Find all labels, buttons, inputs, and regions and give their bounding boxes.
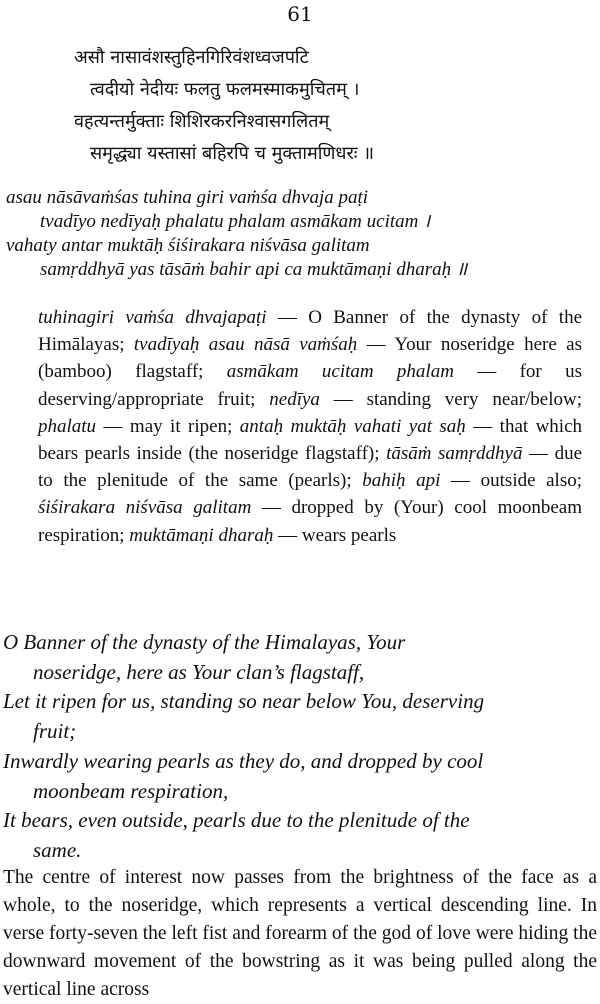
gloss-term: bahiḥ api (362, 470, 441, 492)
sanskrit-line: असौ नासावंशस्तुहिनगिरिवंशध्वजपटि (74, 47, 309, 68)
translation-line: moonbeam respiration, (33, 778, 229, 803)
sanskrit-line: वहत्यन्तर्मुक्ताः शिशिरकरनिश्वासगलितम् (74, 111, 330, 132)
gloss-meaning: for us deserving/appropriate fruit; (38, 361, 582, 410)
gloss-term: śiśirakara niśvāsa galitam (38, 497, 252, 519)
word-gloss: tuhinagiri vaṁśa dhvajapaṭi — O Banner of the dynasty of the Himālayas; tvadīyaḥ asau nāsā vaṁśaḥ — Your noseridge here as (bamboo) flagstaff; asmākam ucitam phalam — for us deserving/appropriate fruit; nedīya — standing very near/below; phalatu — may it ripen; antaḥ muktāḥ vahati yat saḥ — that which bears pearls inside (the noseridge flagstaff); tāsāṁ samṛddhyā — due to the plenitude of the same (pearls); bahiḥ api — outside also; śiśirakara niśvāsa galitam — dropped by (Your) cool moonbeam respiration; muktāmaṇi dharaḥ — wears pearls (38, 307, 583, 546)
commentary-paragraph: The centre of interest now passes from the brightness of the face as a whole, to the noseridge, which represents a vertical descending line. In verse forty-seven the left fist and forearm of the god of love were hiding the downward movement of the bowstring as it was being pulled along the vertical line across (3, 867, 597, 1000)
gloss-meaning: outside also; (480, 470, 583, 492)
transliteration-line: samṛddhyā yas tāsāṁ bahir api ca muktāmaṇi dharaḥ ॥ (40, 259, 468, 280)
gloss-meaning: due to the plenitude of the same (pearls); (38, 443, 583, 492)
gloss-term: tvadīyaḥ asau nāsā vaṁśaḥ (133, 334, 358, 356)
translation-line: It bears, even outside, pearls due to the plenitude of the (3, 808, 470, 833)
english-translation (3, 628, 597, 866)
transliteration-line: asau nāsāvaṁśas tuhina giri vaṁśa dhvaja paṭi (6, 187, 369, 208)
gloss-term: tuhinagiri vaṁśa dhvajapaṭi (38, 307, 267, 328)
page-number: 61 (287, 2, 313, 26)
gloss-term: nedīya (269, 388, 320, 410)
gloss-meaning: standing very near/below; (366, 388, 583, 410)
gloss-meaning: that which bears pearls inside (the noseridge flagstaff); (38, 415, 583, 465)
translation-line: fruit; (33, 719, 77, 744)
gloss-meaning: Your noseridge here as (bamboo) flagstaff; (38, 334, 582, 383)
gloss-meaning: dropped by (Your) cool moonbeam respiration; (38, 497, 583, 546)
sanskrit-verse (74, 42, 594, 170)
gloss-term: phalatu (38, 415, 97, 437)
translation-line: same. (33, 837, 82, 862)
gloss-meaning: wears pearls (301, 524, 397, 546)
sanskrit-line: समृद्ध्या यस्तासां बहिरपि च मुक्तामणिधरः ॥ (90, 143, 375, 164)
transliteration-line: vahaty antar muktāḥ śiśirakara niśvāsa galitam (6, 235, 370, 256)
translation-line: Let it ripen for us, standing so near below You, deserving (3, 689, 485, 714)
gloss-term: tāsāṁ samṛddhyā (386, 443, 523, 465)
gloss-meaning: may it ripen; (129, 415, 233, 437)
gloss-meaning: O Banner of the dynasty of the Himālayas; (38, 307, 583, 356)
transliteration-line: tvadīyo nedīyaḥ phalatu phalam asmākam ucitam । (40, 211, 431, 232)
translation-line: O Banner of the dynasty of the Himalayas, Your (3, 630, 406, 654)
translation-line: noseridge, here as Your clan’s flagstaff, (33, 659, 365, 684)
sanskrit-line: त्वदीयो नेदीयः फलतु फलमस्माकमुचितम् । (90, 79, 360, 100)
gloss-term: asmākam ucitam phalam (226, 361, 454, 383)
gloss-term: antaḥ muktāḥ vahati yat saḥ (239, 415, 466, 437)
translation-line: Inwardly wearing pearls as they do, and dropped by cool (3, 748, 484, 773)
transliteration (6, 186, 596, 282)
gloss-term: muktāmaṇi dharaḥ (129, 524, 274, 546)
